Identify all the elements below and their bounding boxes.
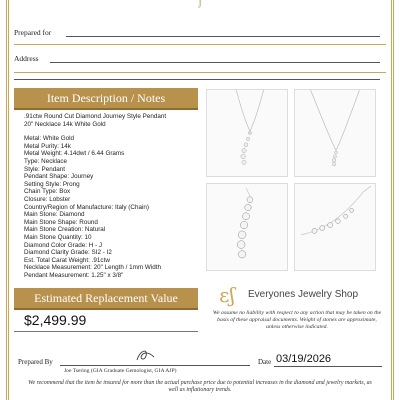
product-photo-side bbox=[294, 183, 376, 271]
top-ornament: ȷ bbox=[198, 0, 202, 8]
spec-item: Metal Purity: 14k bbox=[24, 142, 71, 150]
spec-list bbox=[24, 135, 204, 279]
prepared-for-row bbox=[14, 28, 386, 42]
gold-divider bbox=[14, 72, 386, 73]
spec-item: Closure: Lobster bbox=[24, 195, 71, 203]
shop-logo: ɛʃ bbox=[219, 283, 235, 307]
spec-item: Necklace Measurement: 20" Length / 1mm Width bbox=[24, 264, 161, 272]
address-label: Address bbox=[14, 54, 39, 63]
spec-item: Country/Region of Manufacture: Italy (Chain) bbox=[24, 203, 149, 211]
date-label: Date bbox=[258, 358, 272, 366]
gold-divider bbox=[14, 44, 386, 45]
item-description-body bbox=[24, 113, 204, 279]
preparer-name: Joe Tsering (GIA Graduate Gemologist, GIA AJP) bbox=[64, 368, 177, 374]
necklace-front-image bbox=[207, 90, 287, 176]
spec-item: Diamond Clarity Grade: SI2 - I2 bbox=[24, 249, 112, 257]
item-description-header: Item Description / Notes bbox=[14, 88, 198, 110]
date-value[interactable]: 03/19/2026 bbox=[276, 353, 332, 365]
product-photo-front bbox=[206, 89, 288, 177]
spec-item: Main Stone Quantity: 10 bbox=[24, 233, 92, 241]
replacement-value-amount: $2,499.99 bbox=[24, 312, 87, 328]
spec-item: Main Stone Creation: Natural bbox=[24, 226, 106, 234]
spec-item: Pendant Measurement: 1.25" x 3/8" bbox=[24, 271, 124, 279]
necklace-chain-image bbox=[295, 90, 375, 176]
product-photos bbox=[206, 89, 380, 273]
prepared-by-label: Prepared By bbox=[18, 358, 53, 366]
spec-item: Diamond Color Grade: H - J bbox=[24, 241, 103, 249]
spec-item: Est. Total Carat Weight: .91ctw bbox=[24, 256, 110, 264]
prepared-for-field[interactable] bbox=[66, 36, 380, 37]
shop-name: Everyones Jewelry Shop bbox=[248, 289, 359, 300]
replacement-value-header: Estimated Replacement Value bbox=[14, 288, 198, 310]
spec-item: Main Stone: Diamond bbox=[24, 211, 85, 219]
spec-item: Pendant Shape: Journey bbox=[24, 173, 94, 181]
item-intro bbox=[24, 113, 204, 128]
product-photo-chain bbox=[294, 89, 376, 177]
prepared-by-field[interactable] bbox=[60, 365, 250, 366]
pendant-side-image bbox=[295, 184, 375, 270]
item-intro-line: .91ctw Round Cut Diamond Journey Style Pendant bbox=[24, 113, 167, 120]
value-underline bbox=[14, 331, 198, 332]
spec-item: Style: Pendant bbox=[24, 165, 65, 173]
address-field-line2[interactable] bbox=[14, 79, 380, 80]
insurance-recommendation: We recommend that the item be insured for more than the actual purchase price due to potential increases in the diamond and jewelry markets, as well as inflationary trends. bbox=[28, 380, 372, 394]
signature-image bbox=[134, 346, 156, 364]
date-underline bbox=[274, 366, 382, 367]
item-intro-line: 20" Necklace 14k White Gold bbox=[24, 120, 106, 128]
spec-item: Metal: White Gold bbox=[24, 135, 75, 143]
liability-disclaimer: We assume no liability with respect to any action that may be taken on the basis of these appraisal documents. Weight of stones are approximate, unless otherwise indicated. bbox=[212, 310, 382, 330]
spec-item: Setting Style: Prong bbox=[24, 180, 80, 188]
spec-item: Metal Weight: 4.14dwt / 6.44 Grams bbox=[24, 150, 125, 158]
spec-item: Main Stone Shape: Round bbox=[24, 218, 98, 226]
prepared-for-label: Prepared for bbox=[14, 28, 52, 37]
product-photo-pendant-closeup bbox=[206, 183, 288, 271]
spec-item: Type: Necklace bbox=[24, 157, 68, 165]
pendant-closeup-image bbox=[207, 184, 287, 270]
spec-item: Chain Type: Box bbox=[24, 188, 71, 196]
address-field[interactable] bbox=[50, 62, 380, 63]
address-row bbox=[14, 54, 386, 68]
